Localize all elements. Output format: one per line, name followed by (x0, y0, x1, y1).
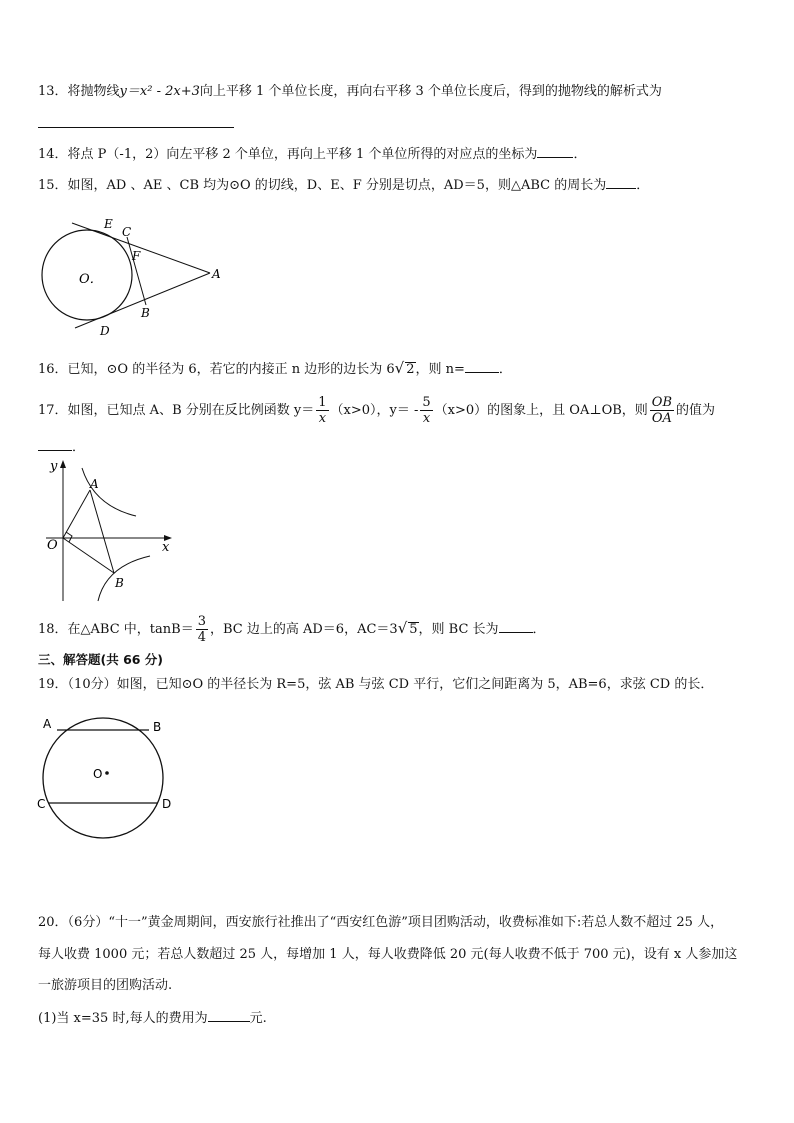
question-15: 15．如图，AD 、AE 、CB 均为⊙O 的切线，D、E、F 分别是切点，AD＝5，则△ABC 的周长为 ． (38, 178, 650, 193)
parabola-expression: y＝x² - 2x+3 (119, 84, 200, 99)
label-o: O． (79, 272, 103, 287)
question-16: 16．已知，⊙O 的半径为 6，若它的内接正 n 边形的边长为 6√ 2，则 n= ． (38, 359, 512, 377)
label-c: C (37, 797, 46, 811)
figure-19-parallel-chords (34, 712, 184, 860)
segment-ob (63, 538, 114, 573)
label-o: O (93, 767, 103, 781)
answer-blank-18[interactable] (499, 620, 533, 633)
fraction-3-over-4: $\frac{3}{4}$ (197, 614, 206, 645)
curve-y-neg-5-over-x (98, 556, 150, 601)
label-y: y (50, 459, 58, 474)
answer-blank-13[interactable] (38, 127, 234, 128)
answer-blank-14[interactable] (537, 145, 573, 158)
label-b: B (153, 720, 162, 734)
section-heading: 三、解答题(共 66 分) (38, 652, 164, 667)
question-20-line-1: 20．（6分）“十一”黄金周期间，西安旅行社推出了“西安红色游”项目团购活动，收费标准如下:若总人数不超过 25 人， (38, 915, 724, 930)
label-x: x (162, 540, 170, 555)
fraction-1-over-x: $\frac{1}{x}$ (318, 395, 327, 426)
label-a: A (90, 477, 99, 491)
sqrt-2: 2 (406, 362, 415, 377)
tangent-cb (127, 237, 146, 305)
y-axis-arrow (60, 460, 66, 468)
segment-ab (90, 490, 114, 573)
circle-o (43, 718, 163, 838)
label-d: D (162, 797, 172, 811)
label-o: O (47, 538, 58, 553)
answer-blank-20-1[interactable] (208, 1009, 250, 1022)
label-d: D (100, 324, 110, 338)
label-c: C (122, 225, 132, 239)
label-b: B (115, 576, 124, 590)
question-17-answer-line: ． (38, 438, 85, 457)
fraction-ob-over-oa: $\frac{OB}{OA}$ (651, 395, 673, 426)
label-f: F (132, 249, 141, 263)
label-a: A (43, 717, 52, 731)
figure-15-tangent-circle (30, 210, 230, 340)
question-14: 14．将点 P（-1，2）向左平移 2 个单位，再向上平移 1 个单位所得的对应点的坐标为 ． (38, 147, 587, 162)
answer-blank-15[interactable] (606, 176, 636, 189)
tangent-ae (72, 223, 210, 273)
answer-blank-17[interactable] (38, 438, 72, 451)
label-e: E (104, 217, 113, 231)
sqrt-5: 5 (409, 622, 418, 637)
segment-oa (63, 490, 90, 538)
center-point (105, 771, 109, 775)
figure-17-coordinate (38, 456, 188, 606)
fraction-5-over-x: $\frac{5}{x}$ (422, 395, 431, 426)
question-19: 19．（10分）如图，已知⊙O 的半径长为 R=5，弦 AB 与弦 CD 平行，它们之间距离为 5，AB=6，求弦 CD 的长． (38, 677, 714, 692)
label-b: B (141, 306, 150, 320)
question-20-part-1: (1)当 x=35 时,每人的费用为 元. (38, 1011, 267, 1026)
question-20-line-3: 一旅游项目的团购活动. (38, 978, 173, 993)
answer-blank-16[interactable] (465, 360, 499, 373)
question-18: 18．在△ABC 中，tanB＝ $\frac{3}{4}$ ，BC 边上的高 AD＝6，AC＝3√ 5，则 BC 长为 ． (38, 614, 546, 645)
question-17: 17．如图，已知点 A、B 分别在反比例函数 y＝ $\frac{1}{x}$ （x>0），y＝ - $\frac{5}{x}$ （x>0）的图象上，且 OA⊥OB，则 $\frac{OB}{OA}$ 的值为 (38, 395, 716, 426)
question-20-line-2: 每人收费 1000 元；若总人数超过 25 人，每增加 1 人，每人收费降低 20 元(每人收费不低于 700 元)，设有 x 人参加这 (38, 947, 738, 962)
question-13: 13．将抛物线y＝x² - 2x+3向上平移 1 个单位长度，再向右平移 3 个单位长度后，得到的抛物线的解析式为 (38, 84, 662, 99)
label-a: A (212, 267, 221, 281)
